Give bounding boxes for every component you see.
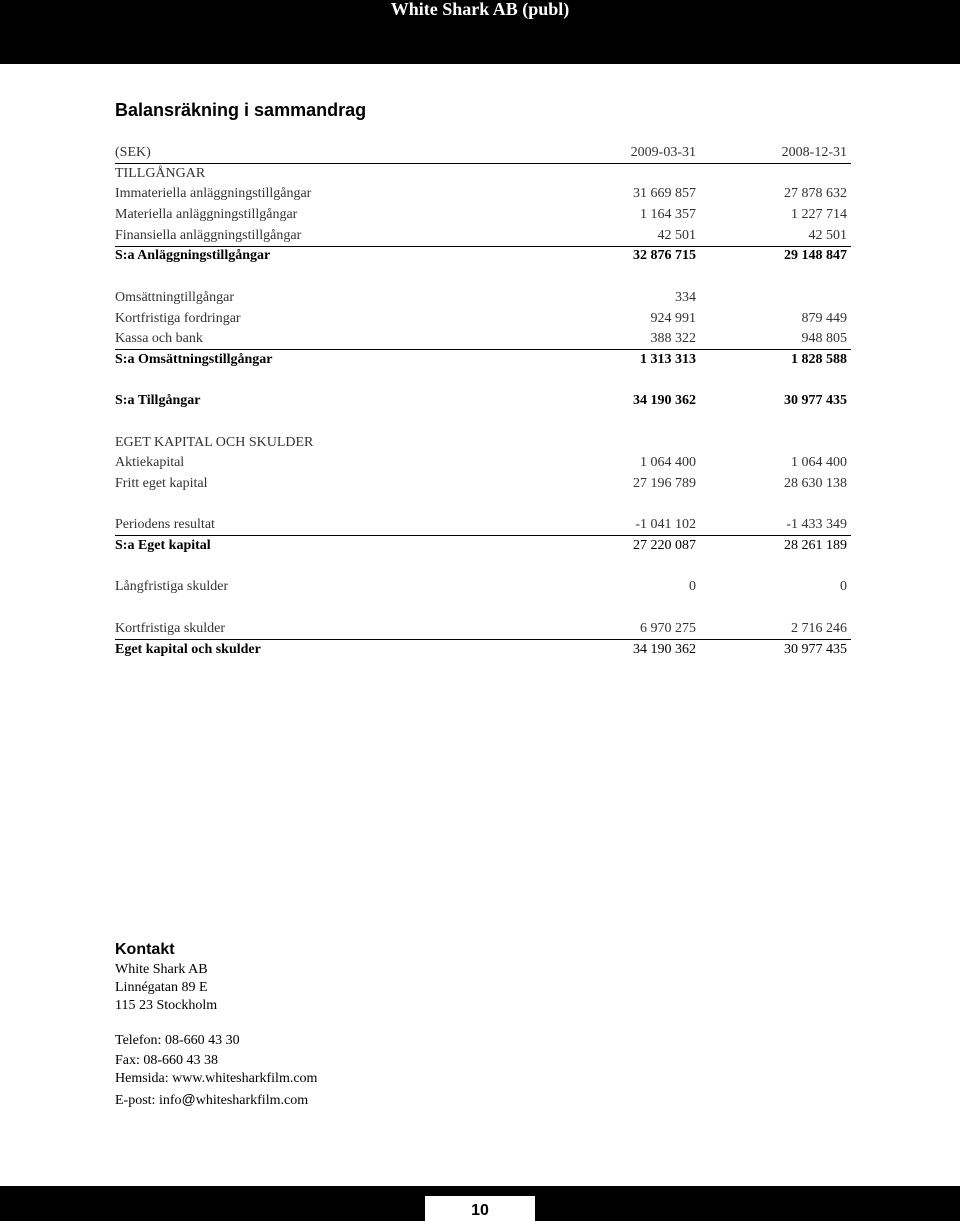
table-row-grand-total [115, 640, 850, 660]
table-row-subtotal [115, 350, 850, 370]
row-label: Eget kapital och skulder [115, 642, 261, 657]
document-title: White Shark AB (publ) [390, 0, 570, 19]
row-value-2009: 31 669 857 [633, 186, 696, 201]
row-value-2009: 0 [689, 579, 696, 594]
row-value-2008: 1 227 714 [791, 207, 847, 222]
row-value-2009: 1 313 313 [640, 352, 696, 367]
table-header-row [115, 143, 850, 163]
row-label: EGET KAPITAL OCH SKULDER [115, 435, 314, 450]
row-label: Materiella anläggningstillgångar [115, 207, 298, 222]
email-prefix: E-post: info [115, 1093, 182, 1108]
column-header-currency: (SEK) [115, 145, 151, 160]
page-number: 10 [471, 1202, 489, 1219]
column-header-2008: 2008-12-31 [781, 145, 847, 160]
row-value-2009: 27 220 087 [633, 538, 696, 553]
row-value-2009: 1 164 357 [640, 207, 696, 222]
row-label: Finansiella anläggningstillgångar [115, 228, 302, 243]
row-value-2008: 948 805 [801, 331, 847, 346]
table-row-subtotal [115, 246, 850, 266]
row-value-2008: 30 977 435 [784, 393, 847, 408]
row-value-2008: 1 064 400 [791, 455, 847, 470]
row-label: TILLGÅNGAR [115, 166, 206, 181]
column-header-2009: 2009-03-31 [630, 145, 696, 160]
contact-website[interactable]: Hemsida: www.whitesharkfilm.com [115, 1071, 318, 1086]
row-label: Kortfristiga skulder [115, 621, 226, 636]
row-value-2009: 34 190 362 [633, 642, 696, 657]
table-row [115, 577, 850, 597]
row-value-2008: 1 828 588 [791, 352, 847, 367]
row-label: Fritt eget kapital [115, 476, 208, 491]
row-value-2009: 924 991 [650, 311, 696, 326]
row-value-2009: 334 [675, 290, 696, 305]
page-number-box [425, 1196, 535, 1221]
row-value-2008: 879 449 [801, 311, 847, 326]
section-heading: Balansräkning i sammandrag [115, 100, 367, 120]
row-value-2008: 42 501 [808, 228, 847, 243]
row-value-2009: 34 190 362 [633, 393, 696, 408]
table-row-tillgangar [115, 164, 850, 184]
email-at-sign: @ [181, 1091, 196, 1107]
row-value-2009: 27 196 789 [633, 476, 696, 491]
row-label: Periodens resultat [115, 517, 215, 532]
contact-company: White Shark AB [115, 962, 208, 977]
row-value-2008: 28 261 189 [784, 538, 847, 553]
table-row [115, 288, 850, 308]
row-value-2009: 388 322 [650, 331, 696, 346]
table-row [115, 205, 850, 225]
table-row [115, 309, 850, 329]
header-bar [0, 0, 960, 64]
row-value-2008: 2 716 246 [791, 621, 847, 636]
contact-fax: Fax: 08-660 43 38 [115, 1053, 219, 1068]
row-value-2009: 32 876 715 [633, 248, 696, 263]
row-label: Aktiekapital [115, 455, 185, 470]
row-label: S:a Tillgångar [115, 393, 201, 408]
email-domain: whitesharkfilm.com [195, 1093, 309, 1108]
row-label: Omsättningtillgångar [115, 290, 234, 305]
row-value-2009: 6 970 275 [640, 621, 696, 636]
contact-heading: Kontakt [115, 941, 175, 958]
table-row [115, 515, 850, 535]
row-value-2009: 1 064 400 [640, 455, 696, 470]
row-label: Immateriella anläggningstillgångar [115, 186, 312, 201]
row-label: S:a Eget kapital [115, 538, 211, 553]
row-value-2008: 30 977 435 [784, 642, 847, 657]
contact-street: Linnégatan 89 E [115, 980, 208, 995]
row-label: Kortfristiga fordringar [115, 311, 241, 326]
row-value-2009: -1 041 102 [635, 517, 696, 532]
row-value-2009: 42 501 [657, 228, 696, 243]
contact-phone: Telefon: 08-660 43 30 [115, 1033, 240, 1048]
row-value-2008: 0 [840, 579, 847, 594]
footer-bar [0, 1186, 960, 1221]
row-value-2008: 28 630 138 [784, 476, 847, 491]
contact-city: 115 23 Stockholm [115, 998, 218, 1013]
table-row-equity-heading [115, 433, 850, 453]
table-row-total [115, 391, 850, 411]
row-label: S:a Anläggningstillgångar [115, 248, 271, 263]
row-label: Kassa och bank [115, 331, 203, 346]
row-value-2008: 29 148 847 [784, 248, 847, 263]
row-label: Långfristiga skulder [115, 579, 229, 594]
row-value-2008: 27 878 632 [784, 186, 847, 201]
table-row [115, 329, 850, 349]
table-row [115, 184, 850, 204]
row-label: S:a Omsättningstillgångar [115, 352, 273, 367]
table-row [115, 619, 850, 639]
table-row [115, 226, 850, 246]
row-value-2008: -1 433 349 [786, 517, 847, 532]
table-row [115, 453, 850, 473]
contact-email[interactable] [115, 1090, 308, 1110]
table-row [115, 474, 850, 494]
table-row-subtotal [115, 536, 850, 556]
